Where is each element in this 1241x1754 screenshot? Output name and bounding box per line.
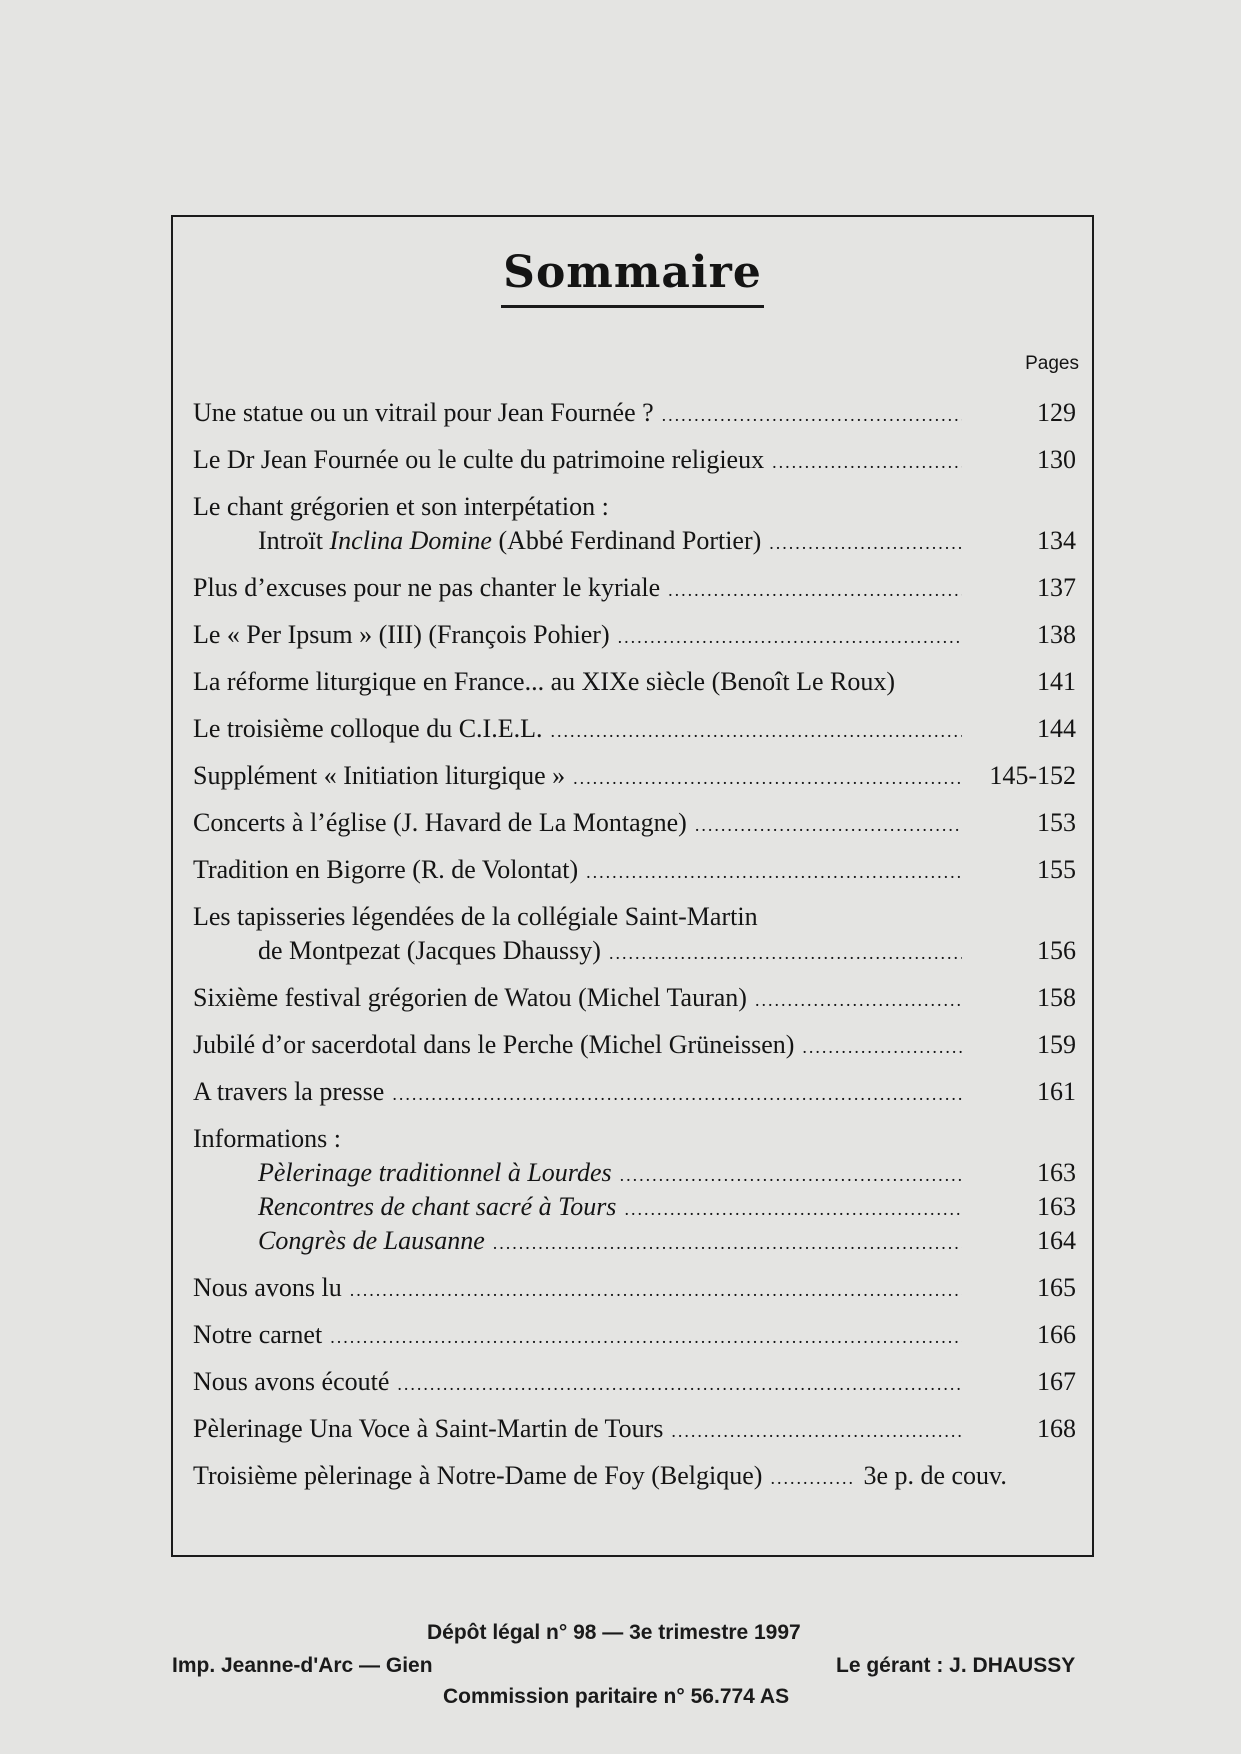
toc-entry: [193, 1272, 1076, 1306]
toc-entry: [193, 666, 1076, 698]
toc-entry: [193, 1366, 1076, 1400]
toc-entry-label: Pèlerinage traditionnel à Lourdes: [258, 1158, 612, 1187]
leader-dots: [671, 1415, 962, 1447]
toc-entry-label: Introït Inclina Domine (Abbé Ferdinand Portier): [258, 526, 762, 555]
toc-entry: [193, 1460, 1076, 1494]
toc-entry: [193, 1076, 1076, 1110]
toc-entry-page: 163: [1037, 1192, 1076, 1221]
toc-entry: [193, 1413, 1076, 1447]
toc-entry: [193, 397, 1076, 431]
toc-entry: [193, 901, 1076, 933]
toc-entry-label: Notre carnet: [193, 1320, 323, 1349]
leader-dots: [392, 1078, 962, 1110]
toc-entry: [193, 1123, 1076, 1155]
table-of-contents-frame: [171, 215, 1094, 1557]
toc-entry-label: Supplément « Initiation liturgique »: [193, 761, 566, 790]
leader-dots: [350, 1274, 962, 1306]
toc-entry-page: 165: [1037, 1273, 1076, 1302]
toc-entry-page: 155: [1037, 855, 1076, 884]
leader-dots: [755, 984, 962, 1016]
toc-entry-page: 153: [1037, 808, 1076, 837]
leader-dots: [586, 856, 962, 888]
toc-entry-page: 167: [1037, 1367, 1076, 1396]
toc-entry-page: 129: [1037, 398, 1076, 427]
toc-entry-label: de Montpezat (Jacques Dhaussy): [258, 936, 601, 965]
commission-paritaire: Commission paritaire n° 56.774 AS: [443, 1685, 790, 1708]
toc-entry-label: Nous avons lu: [193, 1273, 342, 1302]
leader-dots: [802, 1031, 962, 1063]
leader-dots: [618, 621, 962, 653]
toc-entry-label: Le chant grégorien et son interpétation :: [193, 492, 609, 521]
toc-entry: [258, 525, 1076, 559]
toc-entry: [193, 1319, 1076, 1353]
toc-entry-page: 141: [1037, 667, 1076, 696]
leader-dots: [330, 1321, 962, 1353]
toc-entry-page: 138: [1037, 620, 1076, 649]
toc-entry-page: 161: [1037, 1077, 1076, 1106]
leader-dots: [770, 1462, 855, 1494]
toc-entry-label: Le Dr Jean Fournée ou le culte du patrimoine religieux: [193, 445, 765, 474]
toc-entry-label: La réforme liturgique en France... au XIXe siècle (Benoît Le Roux): [193, 667, 895, 696]
toc-entry: [193, 982, 1076, 1016]
manager-name: Le gérant : J. DHAUSSY: [836, 1654, 1076, 1677]
leader-dots: [620, 1159, 962, 1191]
leader-dots: [573, 762, 962, 794]
toc-entry: [193, 619, 1076, 653]
toc-entry-label: Informations :: [193, 1124, 342, 1153]
toc-entry-label: Le « Per Ipsum » (III) (François Pohier): [193, 620, 610, 649]
toc-entry-label: Congrès de Lausanne: [258, 1226, 485, 1255]
toc-entry-label: Les tapisseries légendées de la collégiale Saint-Martin: [193, 902, 758, 931]
leader-dots: [668, 574, 962, 606]
pages-column-header: Pages: [1025, 353, 1079, 374]
leader-dots: [769, 527, 962, 559]
toc-entry: [258, 1225, 1076, 1259]
toc-entry-page: 159: [1037, 1030, 1076, 1059]
leader-dots: [493, 1227, 962, 1259]
toc-entry-label: Concerts à l’église (J. Havard de La Montagne): [193, 808, 687, 837]
toc-entry-label: Tradition en Bigorre (R. de Volontat): [193, 855, 579, 884]
toc-entry-page: 134: [1037, 526, 1076, 555]
toc-entry-page: 168: [1037, 1414, 1076, 1443]
toc-entry-page: 145-152: [989, 761, 1076, 790]
leader-dots: [397, 1368, 962, 1400]
leader-dots: [662, 399, 962, 431]
toc-entry-label: Jubilé d’or sacerdotal dans le Perche (Michel Grüneissen): [193, 1030, 795, 1059]
toc-entry: [193, 713, 1076, 747]
toc-entry-label: Une statue ou un vitrail pour Jean Fournée ?: [193, 398, 654, 427]
page-title: Sommaire: [173, 247, 1092, 308]
toc-entry: [193, 572, 1076, 606]
toc-entry: [258, 1157, 1076, 1191]
toc-entry-label: A travers la presse: [193, 1077, 385, 1106]
toc-entry: [193, 491, 1076, 523]
leader-dots: [695, 809, 962, 841]
toc-entry: [258, 935, 1076, 969]
toc-entry-label: Le troisième colloque du C.I.E.L.: [193, 714, 543, 743]
toc-entry: [258, 1191, 1076, 1225]
toc-entry-page: 144: [1037, 714, 1076, 743]
printer-name: Imp. Jeanne-d'Arc — Gien: [172, 1654, 433, 1677]
toc-entry: [193, 760, 1076, 794]
toc-entry: [193, 854, 1076, 888]
toc-entry-label: Sixième festival grégorien de Watou (Michel Tauran): [193, 983, 747, 1012]
toc-entry-page: 164: [1037, 1226, 1076, 1255]
depot-legal: Dépôt légal n° 98 — 3e trimestre 1997: [427, 1621, 801, 1644]
toc-entry-page: 166: [1037, 1320, 1076, 1349]
toc-entry-page: 137: [1037, 573, 1076, 602]
leader-dots: [550, 715, 962, 747]
toc-entry-page: 130: [1037, 445, 1076, 474]
toc-entry-page: 156: [1037, 936, 1076, 965]
toc-entry: [193, 1029, 1076, 1063]
toc-entry: [193, 444, 1076, 478]
toc-entry-label: Plus d’excuses pour ne pas chanter le kyriale: [193, 573, 661, 602]
toc-entry: [193, 807, 1076, 841]
toc-entry-label: Pèlerinage Una Voce à Saint-Martin de Tours: [193, 1414, 664, 1443]
leader-dots: [772, 446, 962, 478]
toc-entry-label: Rencontres de chant sacré à Tours: [258, 1192, 617, 1221]
leader-dots: [624, 1193, 962, 1225]
toc-entry-page: 3e p. de couv.: [863, 1461, 1007, 1490]
toc-entry-label: Troisième pèlerinage à Notre-Dame de Foy (Belgique): [193, 1461, 763, 1490]
toc-entry-page: 163: [1037, 1158, 1076, 1187]
toc-entry-label: Nous avons écouté: [193, 1367, 390, 1396]
toc-entry-page: 158: [1037, 983, 1076, 1012]
leader-dots: [609, 937, 962, 969]
